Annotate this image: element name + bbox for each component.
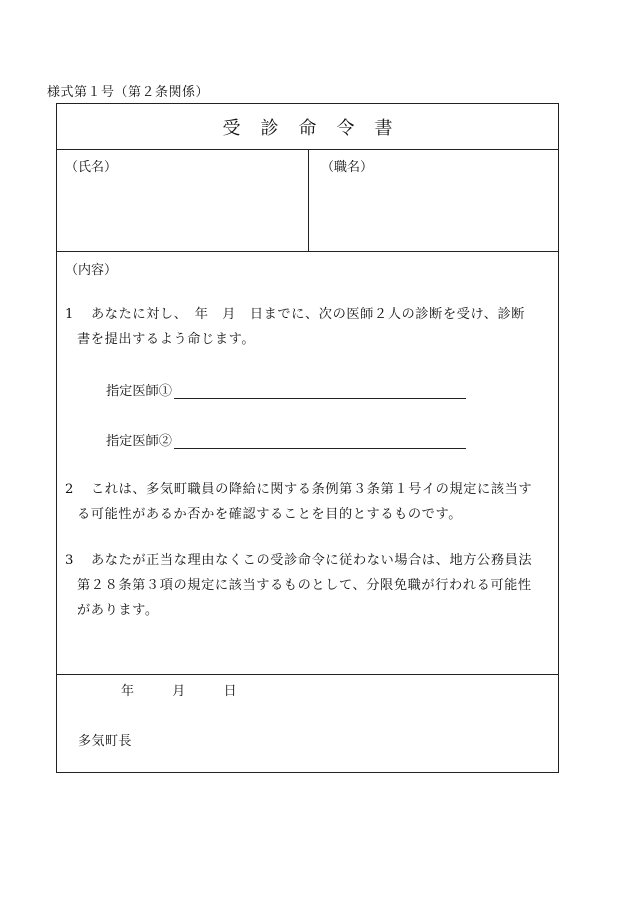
item-text-line: 書を提出するよう命じます。 bbox=[77, 332, 256, 347]
item-number: 2 bbox=[65, 482, 74, 497]
content-section bbox=[57, 252, 558, 675]
content-item-1 bbox=[65, 302, 555, 352]
doctor-blank-line bbox=[174, 435, 466, 449]
item-text-line: る可能性があるか否かを確認することを目的とするものです。 bbox=[77, 507, 462, 522]
content-item-3 bbox=[65, 548, 555, 623]
content-item-2 bbox=[65, 477, 555, 527]
name-label: （氏名） bbox=[65, 160, 118, 175]
item-text-line: 第２８条第３項の規定に該当するものとして、分限免職が行われる可能性 bbox=[77, 578, 532, 593]
item-text-line: があります。 bbox=[77, 603, 159, 618]
doctor-label: 指定医師① bbox=[106, 384, 172, 399]
doctor-label: 指定医師② bbox=[106, 434, 172, 449]
item-number: 3 bbox=[65, 553, 74, 568]
form-frame bbox=[56, 103, 559, 773]
item-number: 1 bbox=[65, 307, 74, 322]
content-label: （内容） bbox=[65, 263, 118, 278]
document-title: 受診命令書 bbox=[222, 117, 413, 139]
name-post-row bbox=[57, 150, 558, 252]
designated-doctor-1 bbox=[106, 380, 466, 399]
month-label: 月 bbox=[172, 684, 186, 699]
item-text-line: あなたが正当な理由なくこの受診命令に従わない場合は、地方公務員法 bbox=[91, 553, 533, 568]
item-text-line: あなたに対し、 年 月 日までに、次の医師２人の診断を受け、診断 bbox=[91, 307, 526, 322]
designated-doctor-2 bbox=[106, 430, 466, 449]
item-text-line: これは、多気町職員の降給に関する条例第３条第１号イの規定に該当す bbox=[91, 482, 533, 497]
doctor-blank-line bbox=[174, 385, 466, 399]
post-label: （職名） bbox=[321, 160, 374, 175]
issuer-name: 多気町長 bbox=[78, 734, 133, 749]
footer-section bbox=[57, 675, 558, 772]
date-line bbox=[121, 680, 237, 699]
year-label: 年 bbox=[121, 684, 135, 699]
name-cell bbox=[57, 150, 309, 251]
form-number-label: 様式第１号（第２条関係） bbox=[47, 85, 210, 100]
day-label: 日 bbox=[223, 684, 237, 699]
post-cell bbox=[309, 150, 560, 251]
title-row bbox=[57, 104, 558, 150]
